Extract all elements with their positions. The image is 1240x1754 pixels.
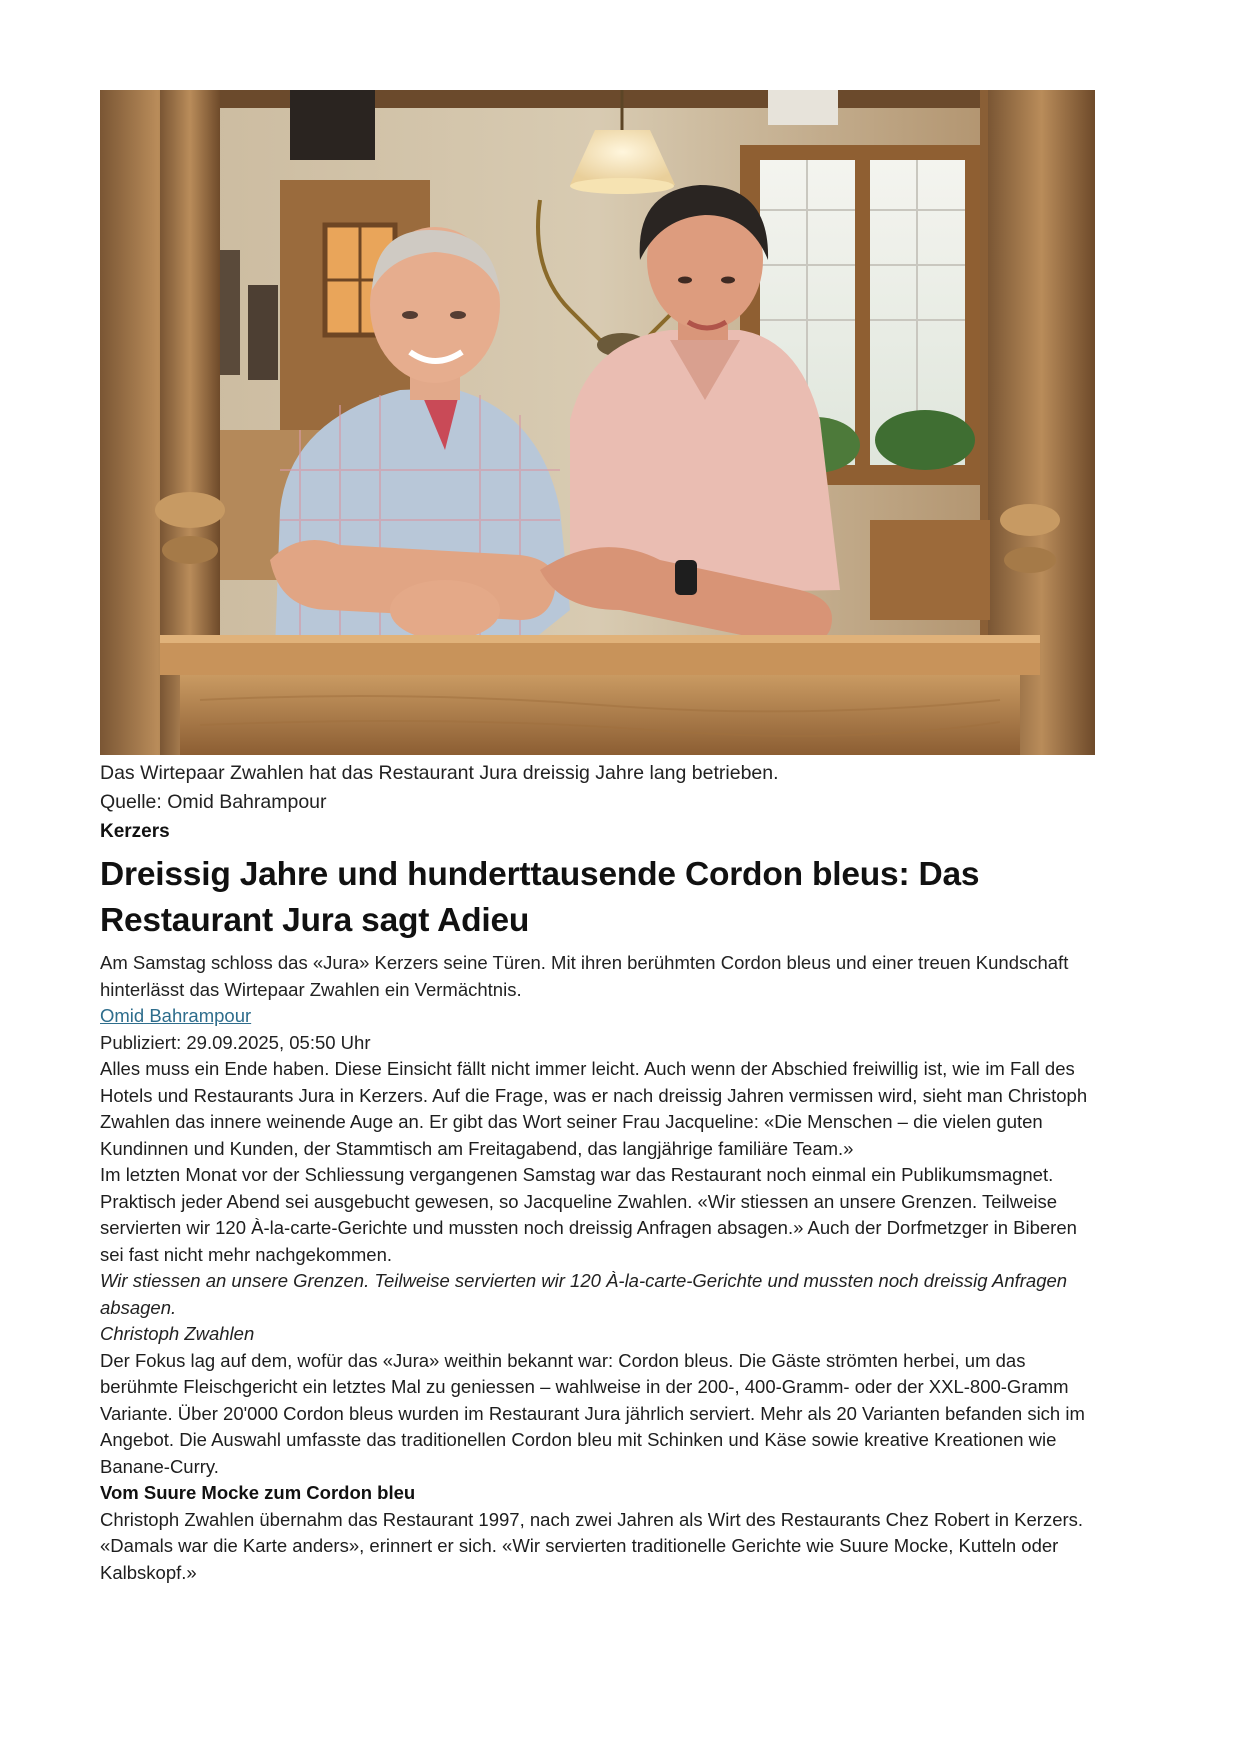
paragraph-4: Christoph Zwahlen übernahm das Restaurant 1997, nach zwei Jahren als Wirt des Restaurants Chez Robert in Kerzers. «Damals war die Karte anders», erinnert er sich. «Wir servierten traditionelle Gerichte wie Suure Mocke, Kutteln oder Kalbskopf.» bbox=[100, 1508, 1084, 1583]
article-headline: Dreissig Jahre und hunderttausende Cordon bleus: Das Restaurant Jura sagt Adieu bbox=[100, 856, 980, 939]
paragraph-1: Alles muss ein Ende haben. Diese Einsicht fällt nicht immer leicht. Auch wenn der Abschied freiwillig ist, wie im Fall des Hotels und Restaurants Jura in Kerzers. Auf die Frage, was er nach dreissig Jahren vermissen wird, sieht man Christoph Zwahlen das innere weinende Auge an. Er gibt das Wort seiner Frau Jacqueline: «Die Menschen – die vielen guten Kundinnen und Kunden, der Stammtisch am Freitagabend, das langjährige familiäre Team.» bbox=[100, 1058, 1088, 1159]
article bbox=[100, 90, 1095, 1586]
photo-illustration bbox=[100, 90, 1095, 755]
photo-source: Quelle: Omid Bahrampour bbox=[100, 791, 327, 813]
article-photo bbox=[100, 90, 1095, 755]
author-link[interactable]: Omid Bahrampour bbox=[100, 1005, 252, 1026]
pull-quote: Wir stiessen an unsere Grenzen. Teilweise servierten wir 120 À-la-carte-Gerichte und mussten noch dreissig Anfragen absagen. bbox=[100, 1270, 1068, 1318]
article-location: Kerzers bbox=[100, 821, 170, 842]
photo-caption: Das Wirtepaar Zwahlen hat das Restaurant Jura dreissig Jahre lang betrieben. bbox=[100, 762, 779, 784]
subheading: Vom Suure Mocke zum Cordon bleu bbox=[100, 1482, 416, 1503]
publish-date: Publiziert: 29.09.2025, 05:50 Uhr bbox=[100, 1031, 371, 1053]
quote-author: Christoph Zwahlen bbox=[100, 1323, 255, 1344]
article-lead: Am Samstag schloss das «Jura» Kerzers seine Türen. Mit ihren berühmten Cordon bleus und einer treuen Kundschaft hinterlässt das Wirtepaar Zwahlen ein Vermächtnis. bbox=[100, 952, 1069, 1000]
paragraph-3: Der Fokus lag auf dem, wofür das «Jura» weithin bekannt war: Cordon bleus. Die Gäste strömten herbei, um das berühmte Fleischgericht ein letztes Mal zu geniessen – wahlweise in der 200-, 400-Gramm- oder der XXL-800-Gramm Variante. Über 20'000 Cordon bleus wurden im Restaurant Jura jährlich serviert. Mehr als 20 Varianten befanden sich im Angebot. Die Auswahl umfasste das traditionellen Cordon bleu mit Schinken und Käse sowie kreative Kreationen wie Banane-Curry. bbox=[100, 1349, 1085, 1477]
paragraph-2: Im letzten Monat vor der Schliessung vergangenen Samstag war das Restaurant noch einmal ein Publikumsmagnet. Praktisch jeder Abend sei ausgebucht gewesen, so Jacqueline Zwahlen. «Wir stiessen an unsere Grenzen. Teilweise servierten wir 120 À-la-carte-Gerichte und mussten noch dreissig Anfragen absagen.» Auch der Dorfmetzger in Biberen sei fast nicht mehr nachgekommen. bbox=[100, 1164, 1077, 1265]
